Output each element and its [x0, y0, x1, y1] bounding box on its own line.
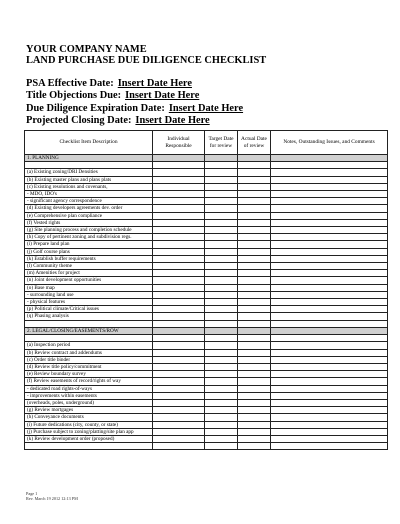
- table-row: [25, 277, 388, 284]
- table-row: [25, 169, 388, 176]
- responsible-cell[interactable]: [153, 392, 205, 399]
- table-row: [25, 428, 388, 435]
- notes-cell[interactable]: [271, 356, 388, 363]
- actual-date-cell[interactable]: [238, 428, 271, 435]
- item-description: (c) Existing resolutions and covenants,: [25, 183, 153, 190]
- responsible-cell[interactable]: [153, 183, 205, 190]
- actual-date-cell[interactable]: [238, 241, 271, 248]
- item-description: - dedicated road rights-of-ways: [25, 385, 153, 392]
- actual-date-cell[interactable]: [238, 212, 271, 219]
- table-row: [25, 364, 388, 371]
- actual-date-cell[interactable]: [238, 263, 271, 270]
- notes-cell[interactable]: [271, 212, 388, 219]
- responsible-cell[interactable]: [153, 385, 205, 392]
- date-value: Insert Date Here: [168, 102, 244, 114]
- actual-date-cell[interactable]: [238, 306, 271, 313]
- notes-cell[interactable]: [271, 342, 388, 349]
- responsible-cell[interactable]: [153, 169, 205, 176]
- date-value: Insert Date Here: [135, 114, 210, 126]
- responsible-cell[interactable]: [153, 306, 205, 313]
- target-date-cell[interactable]: [205, 219, 238, 226]
- table-row: [25, 299, 388, 306]
- notes-cell[interactable]: [271, 248, 388, 255]
- item-description: (j) Purchase subject to zoning/platting/site plan app: [25, 428, 153, 435]
- notes-cell[interactable]: [271, 198, 388, 205]
- target-date-cell[interactable]: [205, 270, 238, 277]
- responsible-cell[interactable]: [153, 241, 205, 248]
- company-name: YOUR COMPANY NAME: [26, 44, 147, 55]
- responsible-cell[interactable]: [153, 320, 205, 327]
- responsible-cell[interactable]: [153, 356, 205, 363]
- actual-date-cell[interactable]: [238, 414, 271, 421]
- header-responsible: Individual Responsible: [153, 131, 205, 155]
- responsible-cell[interactable]: [153, 364, 205, 371]
- notes-cell[interactable]: [271, 392, 388, 399]
- target-date-cell[interactable]: [205, 227, 238, 234]
- responsible-cell[interactable]: [153, 277, 205, 284]
- item-description: (a) Inspection period: [25, 342, 153, 349]
- item-description: - surrounding land use: [25, 291, 153, 298]
- notes-cell[interactable]: [271, 421, 388, 428]
- item-description: (j) Golf course plans: [25, 248, 153, 255]
- table-header-row: [25, 131, 388, 155]
- section-header-row: [25, 155, 388, 162]
- item-description: (b) Existing master plans and plans plats: [25, 176, 153, 183]
- notes-cell[interactable]: [271, 284, 388, 291]
- item-description: (k) Establish buffer requirements: [25, 255, 153, 262]
- item-description: (f) Vested rights: [25, 219, 153, 226]
- table-row: [25, 385, 388, 392]
- actual-date-cell[interactable]: [238, 385, 271, 392]
- item-description: (c) Order title binder: [25, 356, 153, 363]
- responsible-cell[interactable]: [153, 248, 205, 255]
- actual-date-cell[interactable]: [238, 205, 271, 212]
- target-date-cell[interactable]: [205, 313, 238, 320]
- actual-date-cell[interactable]: [238, 342, 271, 349]
- notes-cell[interactable]: [271, 219, 388, 226]
- header-description: Checklist Item Description: [25, 131, 153, 155]
- notes-cell[interactable]: [271, 291, 388, 298]
- notes-cell[interactable]: [271, 436, 388, 443]
- actual-date-cell[interactable]: [238, 299, 271, 306]
- notes-cell[interactable]: [271, 227, 388, 234]
- item-description: (d) Review title policy/commitment: [25, 364, 153, 371]
- notes-cell[interactable]: [271, 414, 388, 421]
- table-row: [25, 306, 388, 313]
- notes-cell[interactable]: [271, 299, 388, 306]
- target-date-cell[interactable]: [205, 263, 238, 270]
- table-row: [25, 248, 388, 255]
- date-label: Title Objections Due:: [26, 90, 122, 102]
- target-date-cell[interactable]: [205, 385, 238, 392]
- target-date-cell[interactable]: [205, 212, 238, 219]
- actual-date-cell[interactable]: [238, 277, 271, 284]
- date-line-due-diligence: [26, 103, 386, 115]
- target-date-cell[interactable]: [205, 176, 238, 183]
- actual-date-cell[interactable]: [238, 436, 271, 443]
- table-row: [25, 342, 388, 349]
- target-date-cell[interactable]: [205, 306, 238, 313]
- target-date-cell[interactable]: [205, 378, 238, 385]
- item-description: (f) Review easements of record/rights of way: [25, 378, 153, 385]
- item-description: [25, 320, 153, 327]
- responsible-cell[interactable]: [153, 176, 205, 183]
- responsible-cell[interactable]: [153, 313, 205, 320]
- table-row: [25, 291, 388, 298]
- target-date-cell[interactable]: [205, 371, 238, 378]
- actual-date-cell[interactable]: [238, 356, 271, 363]
- actual-date-cell[interactable]: [238, 248, 271, 255]
- target-date-cell[interactable]: [205, 198, 238, 205]
- responsible-cell[interactable]: [153, 205, 205, 212]
- actual-date-cell[interactable]: [238, 443, 271, 450]
- responsible-cell[interactable]: [153, 291, 205, 298]
- item-description: (h) Conveyance documents: [25, 414, 153, 421]
- notes-cell[interactable]: [271, 443, 388, 450]
- responsible-cell[interactable]: [153, 198, 205, 205]
- item-description: [25, 443, 153, 450]
- responsible-cell[interactable]: [153, 335, 205, 342]
- table-row: [25, 183, 388, 190]
- spacer-row: [25, 320, 388, 327]
- table-row: [25, 392, 388, 399]
- notes-cell[interactable]: [271, 306, 388, 313]
- target-date-cell[interactable]: [205, 299, 238, 306]
- notes-cell[interactable]: [271, 241, 388, 248]
- notes-cell[interactable]: [271, 183, 388, 190]
- item-description: (g) Site planning process and completion schedule: [25, 227, 153, 234]
- responsible-cell[interactable]: [153, 191, 205, 198]
- date-value: Insert Date Here: [125, 90, 200, 102]
- table-row: [25, 270, 388, 277]
- document-title: LAND PURCHASE DUE DILIGENCE CHECKLIST: [26, 55, 267, 66]
- notes-cell[interactable]: [271, 255, 388, 262]
- responsible-cell[interactable]: [153, 162, 205, 169]
- responsible-cell[interactable]: [153, 349, 205, 356]
- actual-date-cell[interactable]: [238, 219, 271, 226]
- target-date-cell[interactable]: [205, 191, 238, 198]
- actual-date-cell[interactable]: [238, 198, 271, 205]
- item-description: (l) Community theme: [25, 263, 153, 270]
- actual-date-cell[interactable]: [238, 162, 271, 169]
- table-row: [25, 191, 388, 198]
- table-row: [25, 162, 388, 169]
- responsible-cell[interactable]: [153, 421, 205, 428]
- target-date-cell[interactable]: [205, 349, 238, 356]
- responsible-cell[interactable]: [153, 342, 205, 349]
- checklist-table: [24, 130, 388, 450]
- table-row: [25, 227, 388, 234]
- table-row: [25, 198, 388, 205]
- notes-cell[interactable]: [271, 385, 388, 392]
- table-row: [25, 436, 388, 443]
- target-date-cell[interactable]: [205, 169, 238, 176]
- responsible-cell[interactable]: [153, 299, 205, 306]
- notes-cell[interactable]: [271, 320, 388, 327]
- responsible-cell[interactable]: [153, 436, 205, 443]
- item-description: (p) Political climate/Critical issues: [25, 306, 153, 313]
- item-description: 1. PLANNING: [25, 155, 153, 162]
- notes-cell[interactable]: [271, 191, 388, 198]
- actual-date-cell[interactable]: [238, 364, 271, 371]
- actual-date-cell[interactable]: [238, 270, 271, 277]
- table-row: [25, 263, 388, 270]
- notes-cell[interactable]: [271, 335, 388, 342]
- notes-cell[interactable]: [271, 407, 388, 414]
- table-row: [25, 443, 388, 450]
- target-date-cell[interactable]: [205, 241, 238, 248]
- actual-date-cell[interactable]: [238, 169, 271, 176]
- item-description: - physical features: [25, 299, 153, 306]
- responsible-cell[interactable]: [153, 328, 205, 335]
- target-date-cell[interactable]: [205, 155, 238, 162]
- actual-date-cell[interactable]: [238, 155, 271, 162]
- responsible-cell[interactable]: [153, 212, 205, 219]
- actual-date-cell[interactable]: [238, 328, 271, 335]
- item-description: (g) Review mortgages: [25, 407, 153, 414]
- item-description: (a) Existing zoning/DRI Densities: [25, 169, 153, 176]
- item-description: (e) Comprehensive plan compliance: [25, 212, 153, 219]
- target-date-cell[interactable]: [205, 400, 238, 407]
- target-date-cell[interactable]: [205, 248, 238, 255]
- responsible-cell[interactable]: [153, 155, 205, 162]
- date-value: Insert Date Here: [117, 78, 192, 89]
- responsible-cell[interactable]: [153, 443, 205, 450]
- responsible-cell[interactable]: [153, 414, 205, 421]
- table-row: [25, 349, 388, 356]
- key-dates: [26, 78, 386, 127]
- item-description: (k) Review development order (proposed): [25, 436, 153, 443]
- notes-cell[interactable]: [271, 155, 388, 162]
- revision-stamp: Rev. March 19 2012 12:13 PM: [26, 496, 78, 501]
- target-date-cell[interactable]: [205, 392, 238, 399]
- notes-cell[interactable]: [271, 176, 388, 183]
- notes-cell[interactable]: [271, 162, 388, 169]
- table-row: [25, 176, 388, 183]
- table-row: [25, 356, 388, 363]
- item-description: [25, 162, 153, 169]
- target-date-cell[interactable]: [205, 428, 238, 435]
- notes-cell[interactable]: [271, 313, 388, 320]
- target-date-cell[interactable]: [205, 328, 238, 335]
- responsible-cell[interactable]: [153, 227, 205, 234]
- actual-date-cell[interactable]: [238, 183, 271, 190]
- responsible-cell[interactable]: [153, 219, 205, 226]
- notes-cell[interactable]: [271, 169, 388, 176]
- actual-date-cell[interactable]: [238, 313, 271, 320]
- item-description: [25, 335, 153, 342]
- notes-cell[interactable]: [271, 400, 388, 407]
- target-date-cell[interactable]: [205, 356, 238, 363]
- table-row: [25, 371, 388, 378]
- actual-date-cell[interactable]: [238, 234, 271, 241]
- target-date-cell[interactable]: [205, 162, 238, 169]
- responsible-cell[interactable]: [153, 428, 205, 435]
- item-description: (n) Joint development opportunities: [25, 277, 153, 284]
- actual-date-cell[interactable]: [238, 176, 271, 183]
- item-description: (i) Prepare land plan: [25, 241, 153, 248]
- page-number: Page 1: [26, 491, 38, 496]
- actual-date-cell[interactable]: [238, 392, 271, 399]
- actual-date-cell[interactable]: [238, 407, 271, 414]
- actual-date-cell[interactable]: [238, 349, 271, 356]
- target-date-cell[interactable]: [205, 205, 238, 212]
- item-description: (d) Existing developers agreements dev. order: [25, 205, 153, 212]
- actual-date-cell[interactable]: [238, 255, 271, 262]
- responsible-cell[interactable]: [153, 378, 205, 385]
- notes-cell[interactable]: [271, 263, 388, 270]
- actual-date-cell[interactable]: [238, 284, 271, 291]
- target-date-cell[interactable]: [205, 443, 238, 450]
- document-header: [26, 44, 386, 66]
- notes-cell[interactable]: [271, 328, 388, 335]
- responsible-cell[interactable]: [153, 234, 205, 241]
- item-description: (i) Future dedications (city, county, or state): [25, 421, 153, 428]
- responsible-cell[interactable]: [153, 284, 205, 291]
- notes-cell[interactable]: [271, 378, 388, 385]
- notes-cell[interactable]: [271, 349, 388, 356]
- target-date-cell[interactable]: [205, 342, 238, 349]
- table-row: [25, 335, 388, 342]
- date-line-title-objections: [26, 90, 386, 102]
- item-description: (o) Base map: [25, 284, 153, 291]
- target-date-cell[interactable]: [205, 320, 238, 327]
- target-date-cell[interactable]: [205, 284, 238, 291]
- target-date-cell[interactable]: [205, 183, 238, 190]
- header-actual-date: Actual Date of review: [238, 131, 271, 155]
- item-description: (e) Review boundary survey: [25, 371, 153, 378]
- responsible-cell[interactable]: [153, 371, 205, 378]
- actual-date-cell[interactable]: [238, 421, 271, 428]
- table-row: [25, 255, 388, 262]
- target-date-cell[interactable]: [205, 234, 238, 241]
- target-date-cell[interactable]: [205, 421, 238, 428]
- header-target-date: Target Date for review: [205, 131, 238, 155]
- target-date-cell[interactable]: [205, 436, 238, 443]
- actual-date-cell[interactable]: [238, 227, 271, 234]
- date-label: PSA Effective Date:: [26, 78, 114, 89]
- notes-cell[interactable]: [271, 205, 388, 212]
- target-date-cell[interactable]: [205, 291, 238, 298]
- responsible-cell[interactable]: [153, 407, 205, 414]
- table-row: [25, 378, 388, 385]
- table-row: [25, 234, 388, 241]
- actual-date-cell[interactable]: [238, 191, 271, 198]
- item-description: (q) Phasing analysis: [25, 313, 153, 320]
- table-row: [25, 421, 388, 428]
- item-description: - improvements within easements: [25, 392, 153, 399]
- table-row: [25, 241, 388, 248]
- table-row: [25, 414, 388, 421]
- actual-date-cell[interactable]: [238, 400, 271, 407]
- target-date-cell[interactable]: [205, 255, 238, 262]
- notes-cell[interactable]: [271, 270, 388, 277]
- item-description: (h) Copy of pertinent zoning and subdivision regs.: [25, 234, 153, 241]
- actual-date-cell[interactable]: [238, 371, 271, 378]
- item-description: 2. LEGAL/CLOSING/EASEMENTS/ROW: [25, 328, 153, 335]
- table-row: [25, 212, 388, 219]
- table-row: [25, 400, 388, 407]
- notes-cell[interactable]: [271, 428, 388, 435]
- target-date-cell[interactable]: [205, 414, 238, 421]
- responsible-cell[interactable]: [153, 400, 205, 407]
- notes-cell[interactable]: [271, 234, 388, 241]
- notes-cell[interactable]: [271, 371, 388, 378]
- target-date-cell[interactable]: [205, 364, 238, 371]
- date-label: Due Diligence Expiration Date:: [26, 102, 165, 114]
- item-description: (overheads, poles, underground): [25, 400, 153, 407]
- date-line-psa: [26, 78, 386, 90]
- responsible-cell[interactable]: [153, 255, 205, 262]
- item-description: - MDO, IDO's: [25, 191, 153, 198]
- date-line-closing: [26, 115, 386, 127]
- responsible-cell[interactable]: [153, 270, 205, 277]
- date-label: Projected Closing Date:: [26, 114, 132, 126]
- actual-date-cell[interactable]: [238, 378, 271, 385]
- table-row: [25, 205, 388, 212]
- notes-cell[interactable]: [271, 277, 388, 284]
- item-description: (m) Amenities for project: [25, 270, 153, 277]
- page-footer: [26, 491, 78, 501]
- item-description: - significant agency correspondence: [25, 198, 153, 205]
- target-date-cell[interactable]: [205, 335, 238, 342]
- target-date-cell[interactable]: [205, 277, 238, 284]
- actual-date-cell[interactable]: [238, 291, 271, 298]
- header-notes: Notes, Outstanding Issues, and Comments: [271, 131, 388, 155]
- table-row: [25, 284, 388, 291]
- notes-cell[interactable]: [271, 364, 388, 371]
- table-row: [25, 219, 388, 226]
- actual-date-cell[interactable]: [238, 320, 271, 327]
- table-row: [25, 407, 388, 414]
- actual-date-cell[interactable]: [238, 335, 271, 342]
- table-row: [25, 313, 388, 320]
- item-description: (b) Review contract and addendums: [25, 349, 153, 356]
- responsible-cell[interactable]: [153, 263, 205, 270]
- target-date-cell[interactable]: [205, 407, 238, 414]
- section-header-row: [25, 328, 388, 335]
